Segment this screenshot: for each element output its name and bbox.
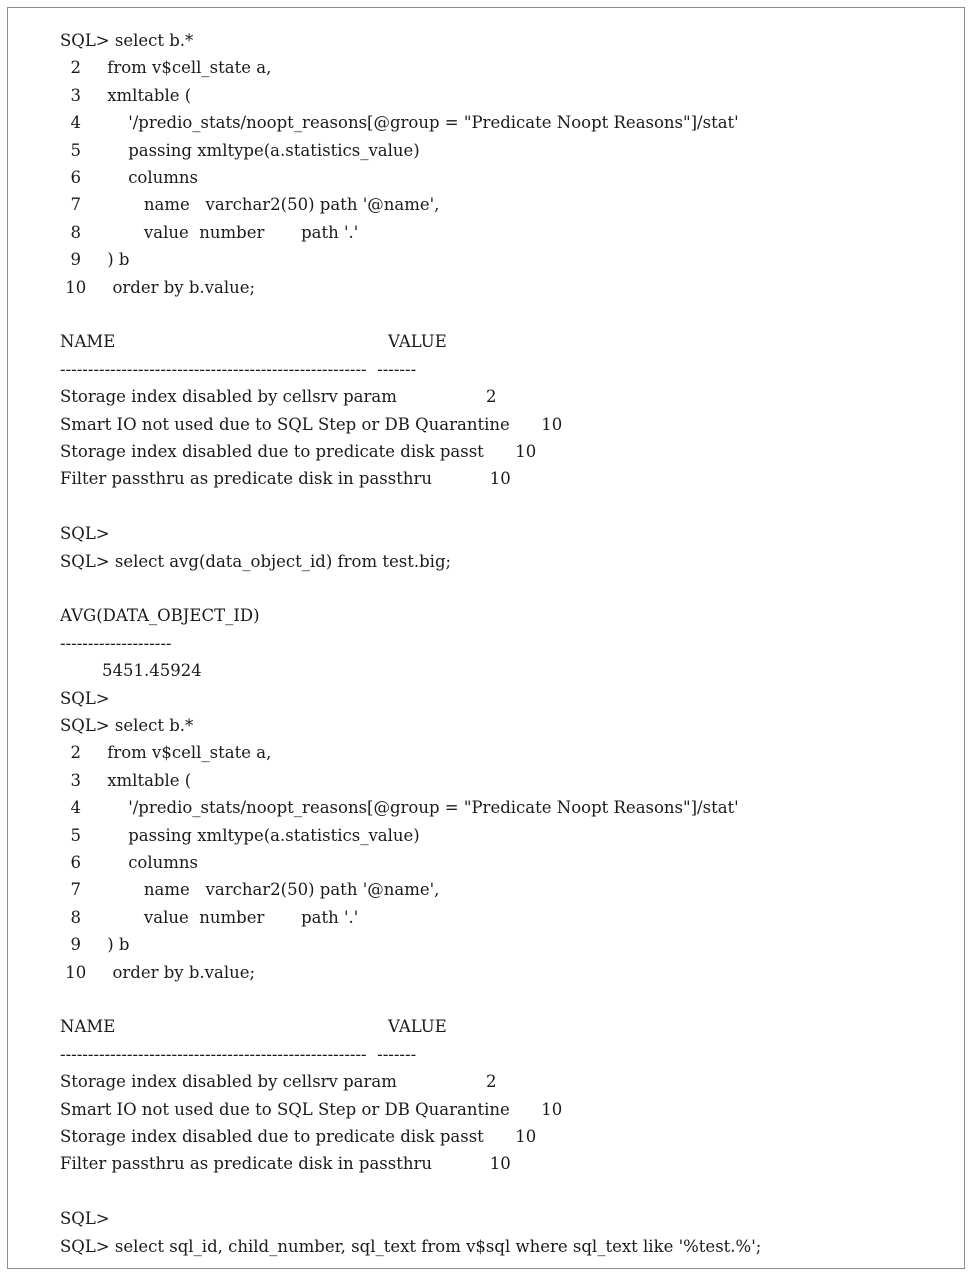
code-line: 5 passing xmltype(a.statistics_value) — [60, 140, 420, 160]
code-line: SQL> — [60, 524, 110, 544]
code-line: 5 passing xmltype(a.statistics_value) — [60, 825, 420, 845]
code-line: Storage index disabled by cellsrv param 2 — [60, 387, 497, 407]
code-line: ------------------------------------------------------- ------- — [60, 359, 417, 379]
document-frame — [7, 7, 965, 1269]
code-line: Storage index disabled by cellsrv param 2 — [60, 1072, 497, 1092]
code-line: 9 ) b — [60, 250, 130, 270]
code-line: 3 xmltable ( — [60, 85, 192, 105]
code-line: 7 name varchar2(50) path '@name', — [60, 880, 440, 900]
code-line: 4 '/predio_stats/noopt_reasons[@group = "Predicate Noopt Reasons"]/stat' — [60, 113, 739, 133]
code-line: Storage index disabled due to predicate disk passt 10 — [60, 1127, 537, 1146]
code-line: 7 name varchar2(50) path '@name', — [60, 195, 440, 215]
code-line: Storage index disabled due to predicate disk passt 10 — [60, 442, 537, 461]
code-line: -------------------- — [60, 633, 172, 653]
code-line: 3 xmltable ( — [60, 770, 192, 790]
code-line: 4 '/predio_stats/noopt_reasons[@group = "Predicate Noopt Reasons"]/stat' — [60, 798, 739, 818]
code-line: Filter passthru as predicate disk in passthru 10 — [60, 469, 511, 489]
code-line: 10 order by b.value; — [60, 962, 256, 982]
code-line: 10 order by b.value; — [60, 277, 256, 297]
code-line: 5451.45924 — [60, 661, 202, 681]
code-line: Smart IO not used due to SQL Step or DB Quarantine 10 — [60, 1099, 563, 1119]
code-line: Filter passthru as predicate disk in passthru 10 — [60, 1154, 511, 1174]
code-line: NAME VALUE — [60, 332, 447, 352]
code-line: 9 ) b — [60, 935, 130, 955]
code-line: 2 from v$cell_state a, — [60, 58, 272, 78]
code-line: 6 columns — [60, 168, 199, 187]
code-line: 8 value number path '.' — [60, 222, 359, 242]
code-line: SQL> select sql_id, child_number, sql_text from v$sql where sql_text like '%test.%'; — [60, 1236, 762, 1256]
code-line: SQL> select b.* — [60, 31, 194, 50]
code-line: SQL> — [60, 688, 110, 708]
code-listing — [8, 8, 964, 1268]
code-line: ------------------------------------------------------- ------- — [60, 1044, 417, 1064]
code-line: SQL> select avg(data_object_id) from test.big; — [60, 551, 452, 571]
code-line: 8 value number path '.' — [60, 907, 359, 927]
code-line: SQL> select b.* — [60, 716, 194, 735]
code-line: NAME VALUE — [60, 1017, 447, 1037]
code-line: 6 columns — [60, 853, 199, 872]
code-line: SQL> — [60, 1209, 110, 1229]
code-line: AVG(DATA_OBJECT_ID) — [60, 606, 260, 626]
code-line: Smart IO not used due to SQL Step or DB Quarantine 10 — [60, 414, 563, 434]
code-line: 2 from v$cell_state a, — [60, 743, 272, 763]
